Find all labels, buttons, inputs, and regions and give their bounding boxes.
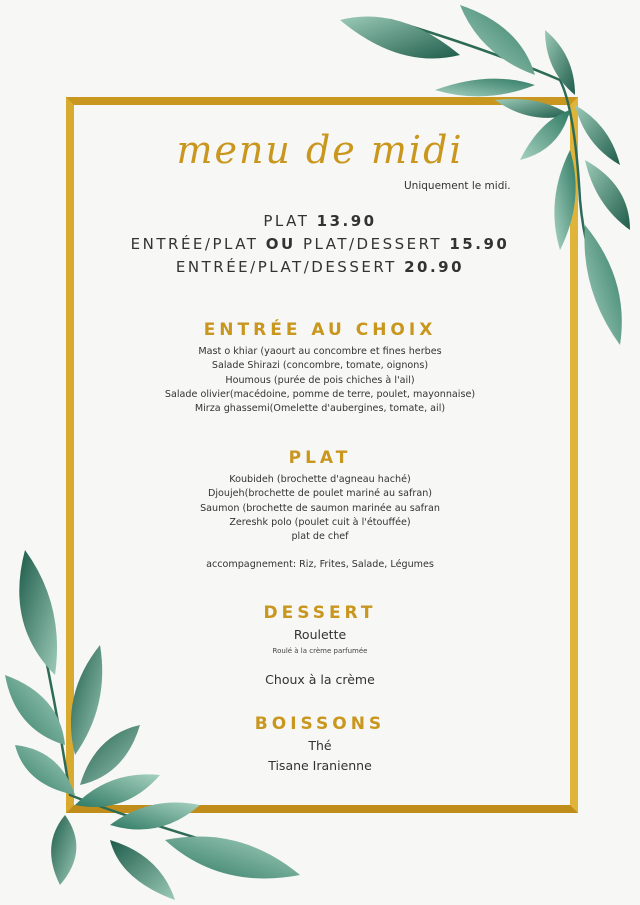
- menu-item: Roulette: [293, 627, 347, 642]
- price-list: [0, 210, 640, 279]
- price-value: 15.90: [449, 235, 510, 253]
- section-title-dessert: DESSERT: [263, 603, 377, 623]
- menu-item: Koubideh (brochette d'agneau haché): [229, 474, 411, 485]
- price-connector: OU: [265, 235, 296, 253]
- price-label: ENTRÉE/PLAT: [130, 235, 259, 253]
- menu-item-description: Roulé à la crème parfumée: [272, 647, 368, 655]
- price-value: 20.90: [404, 258, 465, 276]
- menu-item: Salade Shirazi (concombre, tomate, oignons): [211, 360, 429, 372]
- menu-title: menu de midi: [176, 128, 464, 172]
- plat-accompaniment: [0, 558, 640, 572]
- price-line-plat: [0, 210, 640, 233]
- menu-item: Tisane Iranienne: [268, 758, 372, 773]
- dessert-items: [0, 625, 640, 657]
- price-label: PLAT: [263, 212, 310, 230]
- menu-item: Djoujeh(brochette de poulet mariné au safran): [207, 488, 433, 500]
- menu-item: Mirza ghassemi(Omelette d'aubergines, tomate, ail): [194, 403, 446, 415]
- menu-item: Thé: [308, 738, 332, 753]
- accompaniment-text: accompagnement: Riz, Frites, Salade, Légumes: [206, 559, 434, 570]
- price-label: ENTRÉE/PLAT/DESSERT: [175, 258, 397, 276]
- menu-item: Saumon (brochette de saumon marinée au safran: [200, 502, 440, 514]
- plat-items: [0, 473, 640, 544]
- dessert-items-2: [0, 670, 640, 690]
- price-line-two-courses: [0, 233, 640, 256]
- section-title-plat: PLAT: [288, 448, 352, 468]
- menu-item: Zereshk polo (poulet cuit à l'étouffée): [229, 516, 411, 528]
- menu-item: Mast o khiar (yaourt au concombre et fines herbes: [198, 346, 442, 357]
- price-label: PLAT/DESSERT: [302, 235, 443, 253]
- price-line-three-courses: [0, 256, 640, 279]
- menu-item: Choux à la crème: [265, 672, 375, 687]
- boissons-items: [0, 736, 640, 776]
- section-title-boissons: BOISSONS: [254, 714, 386, 734]
- menu-item: Houmous (purée de pois chiches à l'ail): [225, 374, 415, 386]
- menu-item: plat de chef: [291, 531, 349, 543]
- price-value: 13.90: [316, 212, 377, 230]
- menu-subtitle: Uniquement le midi.: [404, 180, 511, 192]
- menu-item: Salade olivier(macédoine, pomme de terre, poulet, mayonnaise): [164, 388, 476, 400]
- entree-items: [0, 345, 640, 416]
- section-title-entree: ENTRÉE AU CHOIX: [203, 320, 437, 340]
